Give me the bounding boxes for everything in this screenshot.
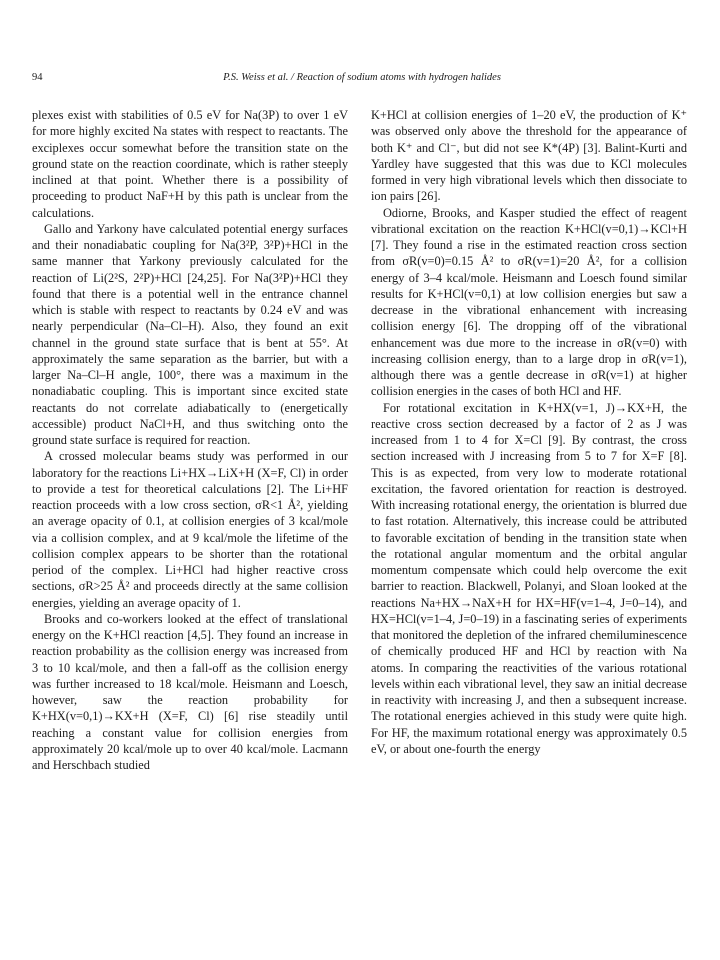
page-header — [32, 70, 692, 90]
running-head: P.S. Weiss et al. / Reaction of sodium atoms with hydrogen halides — [223, 72, 501, 83]
paragraph: Brooks and co-workers looked at the effect of translational energy on the K+HCl reaction [4,5]. They found an increase in reaction probability as the collision energy was increased from 3 to 10 kcal/mole, and then a fall-off as the collision energy was further increased to 18 kcal/mole. Heismann and Loesch, however, saw the reaction probability for K+HX(v=0,1)→KX+H (X=F, Cl) [6] rise steadily until reaching a constant value for collision energies from approximately 20 kcal/mole up to over 40 kcal/mole. Lacmann and Herschbach studied — [32, 611, 348, 772]
left-column — [32, 107, 348, 773]
paragraph: Gallo and Yarkony have calculated potential energy surfaces and their nonadiabatic coupling for Na(3²P, 3²P)+HCl in the same manner that Yarkony previously calculated for the reaction of Li(2²S, 2²P)+HCl [24,25]. For Na(3²P)+HCl they found that there is a potential well in the entrance channel which is stable with respect to reactants by 0.24 eV and was nearly perpendicular (Na–Cl–H). Also, they found an exit channel in the ground state surface that is bent at 55°. At approximately the same separation as the barrier, but with a larger Na–Cl–H angle, 100°, there was a maximum in the nonadiabatic coupling. This is important since excited state reactants do not correlate adiabatically to (energetically accessible) product NaCl+H, and thus switching onto the ground state surface is required for reaction. — [32, 221, 348, 447]
paragraph: plexes exist with stabilities of 0.5 eV for Na(3P) to over 1 eV for more highly excited Na states with respect to reactants. The exciplexes occur somewhat before the transition state on the ground state on the reaction coordinate, which is rather steeply inclined at that point. Whether there is a possibility of proceeding to product NaF+H by this path is unclear from the calculations. — [32, 108, 348, 220]
right-column — [371, 107, 687, 757]
paragraph: For rotational excitation in K+HX(v=1, J)→KX+H, the reactive cross section decreased by a factor of 2 as J was increased from 1 to 4 for X=Cl [9]. By contrast, the cross section increased with J increasing from 5 to 7 for X=F [8]. This is as expected, from very low to moderate rotational excitation, the favored orientation for reaction is destroyed. With increasing rotational energy, the orientation is blurred due to fast rotation. Alternatively, this increase could be attributed to favorable excitation of bending in the transition state when the rotational angular momentum and the orbital angular momentum compensate which could help overcome the exit barrier to reaction. Blackwell, Polanyi, and Sloan looked at the reactions Na+HX→NaX+H for HX=HF(v=1–4, J=0–14), and HX=HCl(v=1–4, J=0–19) in a fascinating series of experiments that monitored the depletion of the infrared chemiluminescence of chemically produced HF and HCl by reaction with Na atoms. In comparing the reactivities of the various rotational levels within each vibrational level, they saw an initial decrease in reactivity with increasing J, and then a subsequent increase. The rotational energies achieved in this study were quite high. For HF, the maximum rotational energy was approximately 0.5 eV, or about one-fourth the energy — [371, 400, 687, 756]
paragraph: A crossed molecular beams study was performed in our laboratory for the reactions Li+HX→LiX+H (X=F, Cl) in order to provide a test for theoretical calculations [2]. The Li+HF reaction proceeds with a low cross section, σR<1 Å², yielding an average opacity of 0.1, at collision energies of 3 kcal/mole via a collision complex, and at 9 kcal/mole the lifetime of the collision complex appears to be shorter than the rotational period of the complex. Li+HCl had higher reactive cross sections, σR>25 Å² and proceeds directly at the same collision energies, yielding an average opacity of 1. — [32, 449, 348, 610]
paragraph: K+HCl at collision energies of 1–20 eV, the production of K⁺ was observed only above the threshold for the appearance of both K⁺ and Cl⁻, but did not see K*(4P) [3]. Balint-Kurti and Yardley have suggested that this was due to KCl molecules formed in very high vibrational levels which then dissociate to ion pairs [26]. — [371, 108, 687, 204]
page-number: 94 — [32, 72, 43, 83]
paragraph: Odiorne, Brooks, and Kasper studied the effect of reagent vibrational excitation on the reaction K+HCl(v=0,1)→KCl+H [7]. They found a rise in the estimated reaction cross section from σR(v=0)=0.15 Å² to σR(v=1)=20 Å², for a collision energy of 3–4 kcal/mole. Heismann and Loesch found similar results for K+HCl(v=0,1) at low collision energies but saw a decrease in the vibrational enhancement with increasing collision energy [6]. The dropping off of the vibrational enhancement was due more to the increase in σR(v=0) with increasing collision energy, than to a large drop in σR(v=1), although there was a gentle decrease in σR(v=1) at higher collision energies in the cases of both HCl and HF. — [371, 205, 687, 399]
